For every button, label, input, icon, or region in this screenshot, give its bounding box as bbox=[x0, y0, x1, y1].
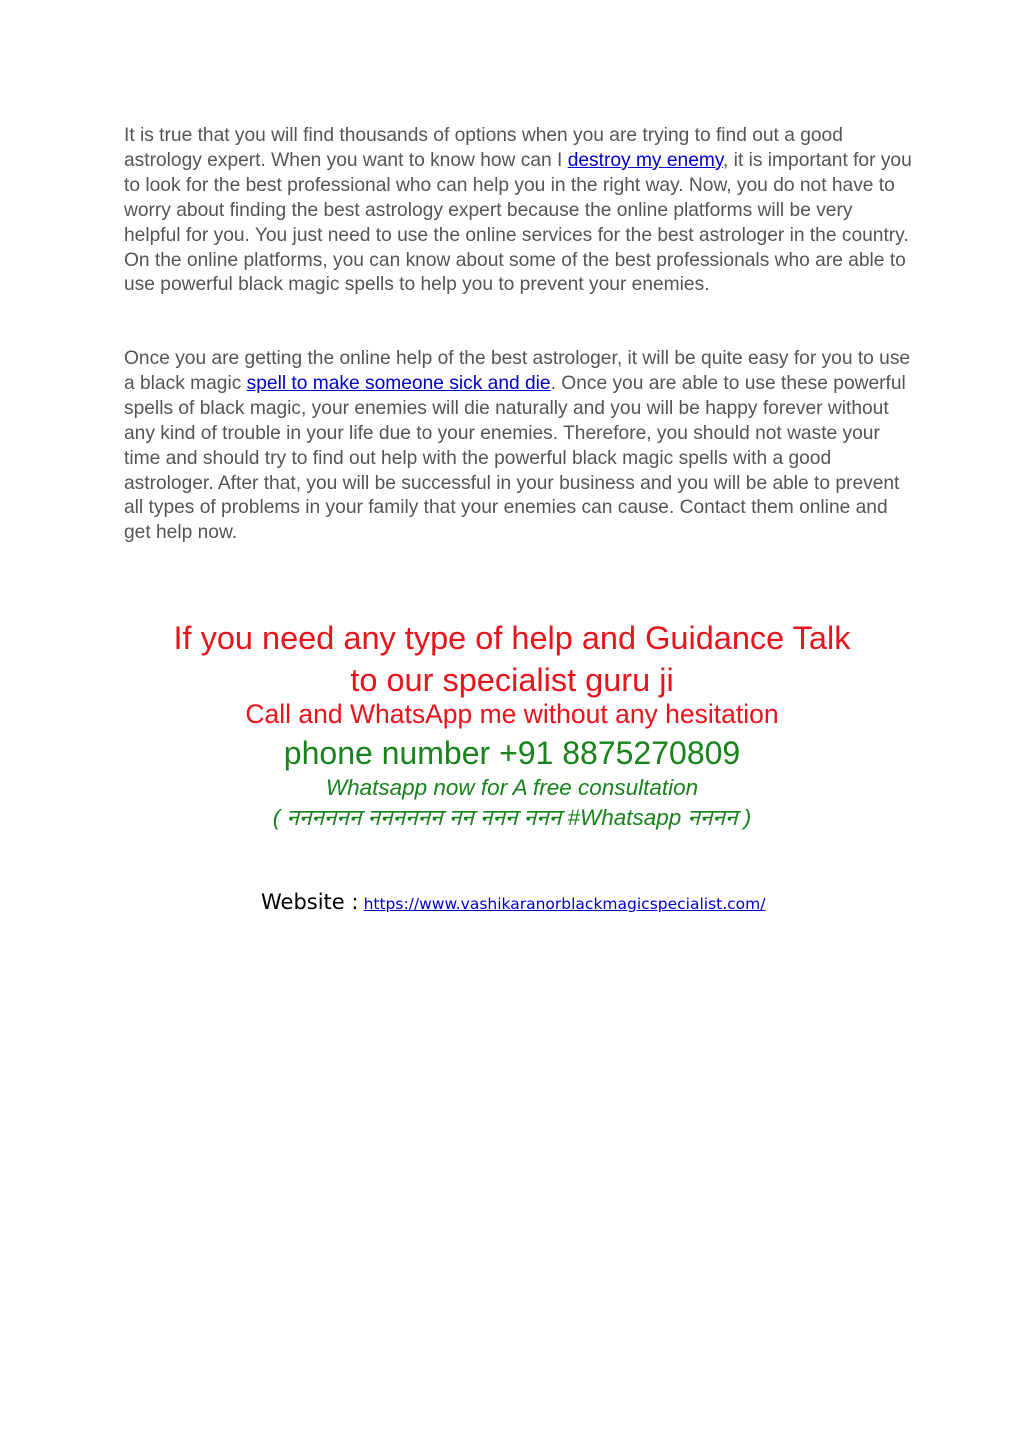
phone-number: phone number +91 8875270809 bbox=[283, 735, 741, 771]
website-line bbox=[261, 890, 766, 914]
hindi-whatsapp-line: ( नननननन नननननन नन ननन ननन #Whatsapp नननन ) bbox=[272, 805, 752, 830]
cta-heading-line1: If you need any type of help and Guidance Talk bbox=[173, 620, 851, 656]
free-consultation-line: Whatsapp now for A free consultation bbox=[325, 775, 699, 800]
intro-text-start: It is true that you will find thousands of options when you are trying to find out a good astrology expert. When you want to know how can I bbox=[124, 125, 843, 171]
destroy-my-enemy-link[interactable]: destroy my enemy bbox=[567, 149, 724, 171]
second-paragraph bbox=[124, 347, 914, 546]
intro-paragraph bbox=[124, 124, 914, 298]
call-whatsapp-line: Call and WhatsApp me without any hesitation bbox=[245, 699, 779, 729]
spell-sick-and-die-link[interactable]: spell to make someone sick and die bbox=[246, 372, 551, 394]
website-label: Website : bbox=[261, 890, 359, 914]
second-text-end: . Once you are able to use these powerful spells of black magic, your enemies will die naturally and you will be happy forever without any kind of trouble in your life due to your enemies. Therefore, you should not waste your time and should try to find out help with the powerful black magic spells with a good astrologer. After that, you will be successful in your business and you will be able to prevent all types of problems in your family that your enemies can cause. Contact them online and get help now. bbox=[124, 372, 906, 544]
cta-heading-line2: to our specialist guru ji bbox=[350, 662, 674, 698]
website-url-link[interactable]: https://www.vashikaranorblackmagicspecialist.com/ bbox=[363, 895, 766, 913]
intro-text-end: , it is important for you to look for the best professional who can help you in the right way. Now, you do not have to worry about finding the best astrology expert because the online platforms will be very helpful for you. You just need to use the online services for the best astrologer in the country. On the online platforms, you can know about some of the best professionals who are able to use powerful black magic spells to help you to prevent your enemies. bbox=[124, 149, 912, 296]
second-text-start: Once you are getting the online help of the best astrologer, it will be quite easy for you to use a black magic bbox=[124, 348, 911, 394]
cta-heading bbox=[0, 617, 1024, 701]
